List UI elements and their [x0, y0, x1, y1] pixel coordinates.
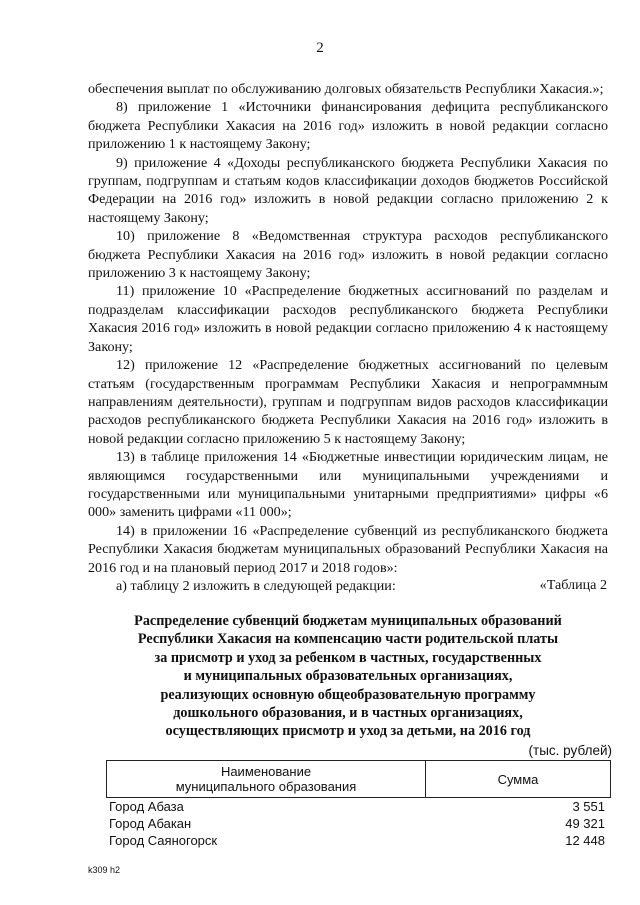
paragraph: 10) приложение 8 «Ведомственная структура расходов республиканского бюджета Республики Хакасия на 2016 год» изложить в новой редакции согласно приложению 3 к настоящему Закону;: [88, 228, 608, 282]
subsidy-table: [106, 760, 611, 849]
table-row: [106, 798, 611, 815]
page-number: 2: [316, 40, 324, 56]
table-row: [106, 815, 611, 832]
paragraph: а) таблицу 2 изложить в следующей редакции:: [116, 577, 396, 594]
heading-line: осуществляющих присмотр и уход за детьми, на 2016 год: [165, 723, 531, 740]
municipality-sum: 12 448: [565, 833, 605, 848]
header-sum-cell: Сумма: [497, 771, 539, 787]
municipality-name: Город Саяногорск: [109, 833, 218, 848]
paragraph: 14) в приложении 16 «Распределение субвенций из республиканского бюджета Республики Хакасия бюджетам муниципальных образований Республики Хакасия на 2016 год и на плановый период 2017 и 2018 годов»:: [88, 522, 608, 576]
table-row: [106, 832, 611, 849]
municipality-sum: 3 551: [572, 799, 605, 814]
heading-line: за присмотр и уход за ребенком в частных, государственных: [154, 649, 542, 666]
heading-line: и муниципальных образовательных организациях,: [183, 668, 513, 685]
table-heading: [88, 612, 608, 741]
table-header: [106, 760, 611, 798]
municipality-name: Город Абаза: [109, 799, 184, 814]
heading-line: дошкольного образования, и в частных организациях,: [173, 705, 523, 722]
table-reference: «Таблица 2: [539, 577, 607, 593]
footer-code: k309 h2: [88, 865, 121, 875]
municipality-sum: 49 321: [565, 816, 605, 831]
paragraph: 9) приложение 4 «Доходы республиканского бюджета Республики Хакасия по группам, подгруппам и статьям кодов классификации доходов бюджетов Российской Федерации на 2016 год» изложить в новой редакции согласно приложению 2 к настоящему Закону;: [88, 154, 608, 226]
header-name-line2: муниципального образования: [175, 779, 357, 794]
paragraph: 13) в таблице приложения 14 «Бюджетные инвестиции юридическим лицам, не являющимся государственными или муниципальными учреждениями и государственными или муниципальными унитарными предприятиями» цифры «6 000» заменить цифрами «11 000»;: [88, 449, 608, 521]
header-name-line1: Наименование: [220, 764, 312, 779]
body-text: [88, 80, 608, 595]
units-label: (тыс. рублей): [528, 743, 612, 758]
header-name-cell: [107, 761, 426, 797]
heading-line: Республики Хакасия на компенсацию части родительской платы: [137, 631, 559, 648]
paragraph: 11) приложение 10 «Распределение бюджетных ассигнований по разделам и подразделам классификации расходов республиканского бюджета Республики Хакасия 2016 год» изложить в новой редакции согласно приложению 4 к настоящему Закону;: [88, 283, 608, 355]
paragraph: обеспечения выплат по обслуживанию долговых обязательств Республики Хакасия.»;: [88, 81, 604, 97]
municipality-name: Город Абакан: [109, 816, 192, 831]
heading-line: Распределение субвенций бюджетам муниципальных образований: [134, 613, 562, 629]
heading-line: реализующих основную общеобразовательную программу: [160, 686, 536, 703]
paragraph: 12) приложение 12 «Распределение бюджетных ассигнований по целевым статьям (государственным программам Республики Хакасия и непрограммным направлениям деятельности), группам и подгруппам видов расходов классификации расходов республиканского бюджета Республики Хакасия на 2016 год» изложить в новой редакции согласно приложению 5 к настоящему Закону;: [88, 357, 608, 447]
paragraph: 8) приложение 1 «Источники финансирования дефицита республиканского бюджета Республики Хакасия на 2016 год» изложить в новой редакции согласно приложению 1 к настоящему Закону;: [88, 99, 608, 153]
